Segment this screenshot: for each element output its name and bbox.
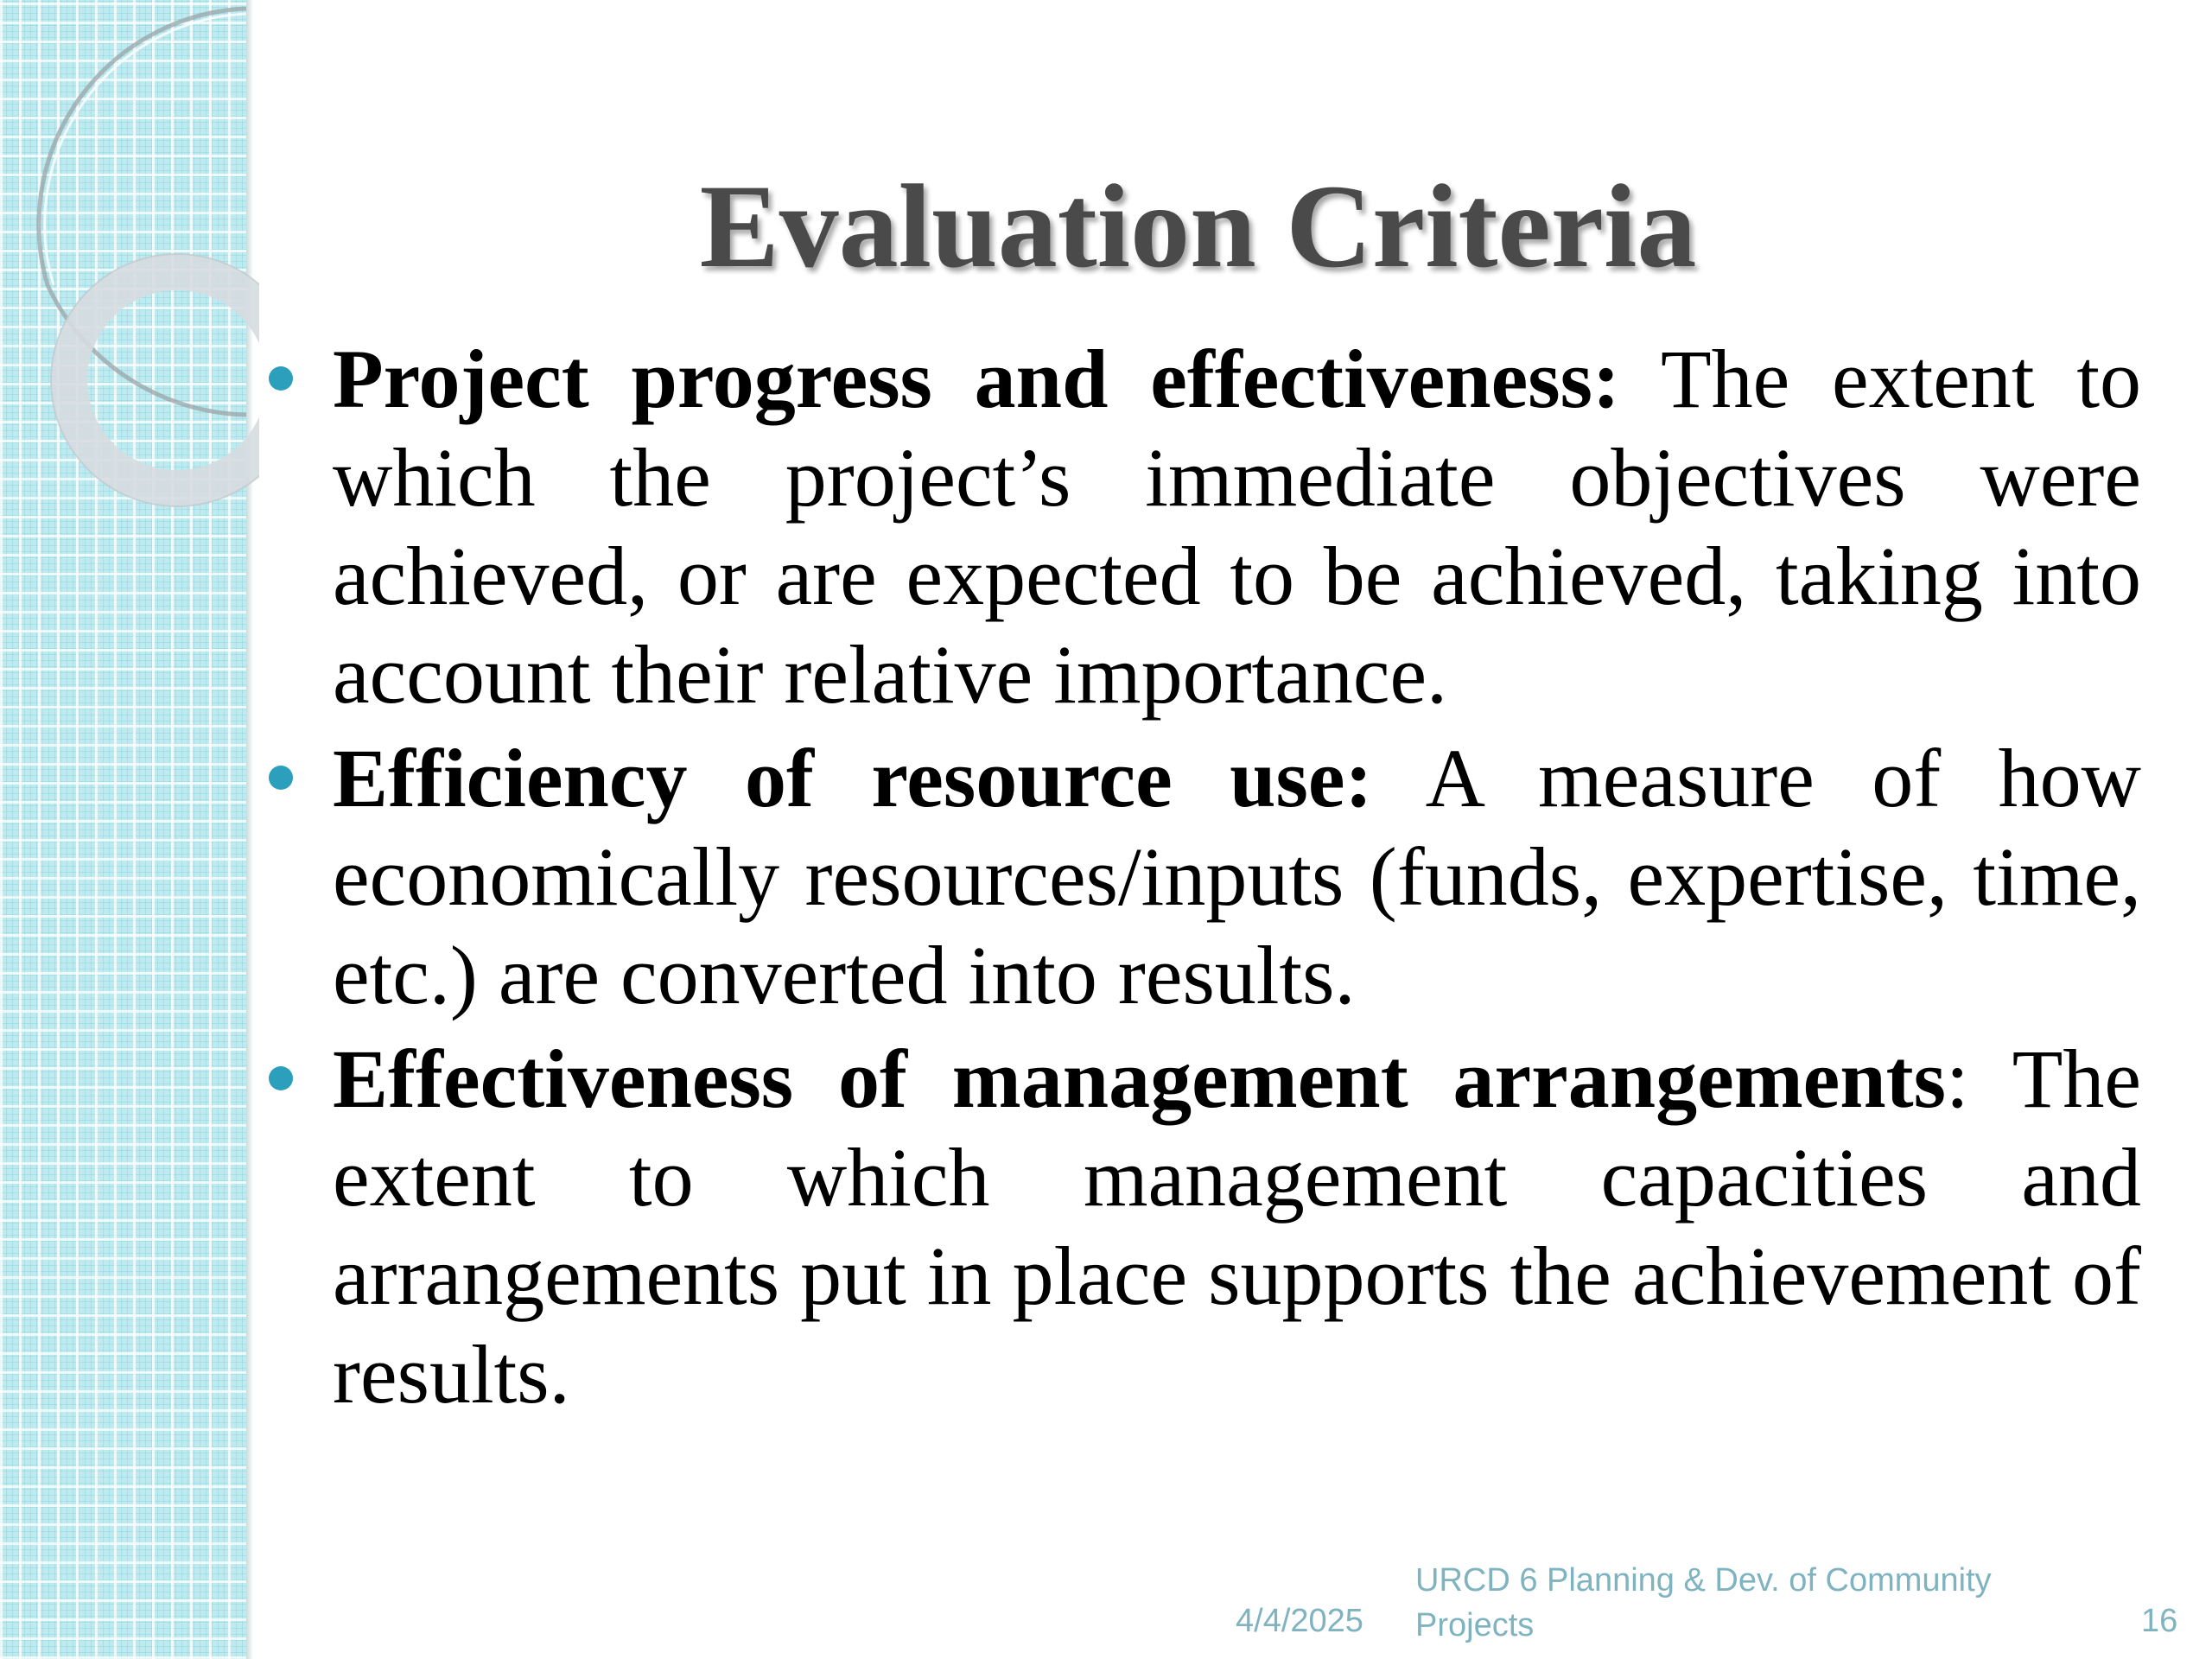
bullet-description: The extent to which the project’s immediate objectives were achieved, or are expected to be achieved, taking into account their relative importance. <box>333 333 2141 721</box>
bullet-separator: : <box>1946 1033 1969 1125</box>
bullet-dot-icon <box>269 1066 293 1090</box>
bullet-description: A measure of how economically resources/inputs (funds, expertise, time, etc.) are converted into results. <box>333 732 2142 1021</box>
slide-title <box>253 157 2212 296</box>
bullet-description: The extent to which management capacities and arrangements put in place supports the achievement of results. <box>333 1033 2142 1421</box>
bullet-dot-icon <box>269 366 293 391</box>
slide-number: 16 <box>2141 1603 2178 1639</box>
decorative-side-band <box>0 0 246 1659</box>
bullet-item-progress <box>262 330 2141 724</box>
bullet-term: Project progress and effectiveness: <box>333 333 1620 425</box>
bullet-item-efficiency <box>262 729 2141 1025</box>
bullet-dot-icon <box>269 766 293 790</box>
bullet-item-management <box>262 1030 2141 1424</box>
bullet-term: Efficiency of resource use: <box>333 732 1373 824</box>
band-edge-shadow <box>246 0 253 1659</box>
bullet-list <box>262 330 2141 1429</box>
footer-course-title: URCD 6 Planning & Dev. of Community Projects <box>1415 1562 1992 1643</box>
bullet-term: Effectiveness of management arrangements <box>333 1033 1946 1125</box>
footer-date: 4/4/2025 <box>1236 1603 1363 1639</box>
slide-title-text: Evaluation Criteria <box>699 160 1697 292</box>
